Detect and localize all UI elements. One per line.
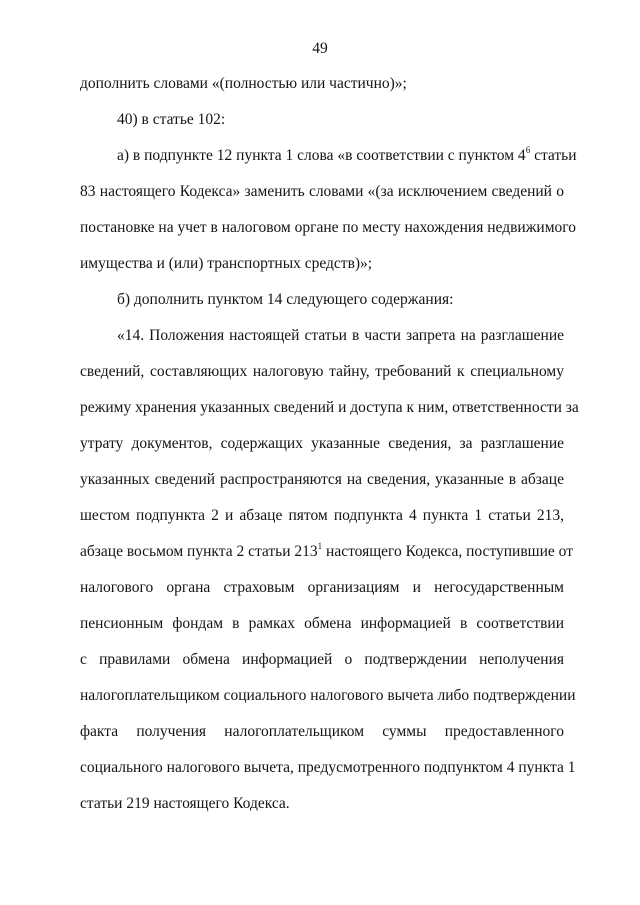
text-line: с правилами обмена информацией о подтверждении неполучения bbox=[80, 651, 564, 668]
page-number: 49 bbox=[312, 40, 328, 57]
text-line: дополнить словами «(полностью или частично)»; bbox=[80, 75, 407, 92]
text-line: социального налогового вычета, предусмотренного подпунктом 4 пункта 1 bbox=[80, 759, 576, 776]
text-line bbox=[80, 541, 573, 562]
text-line: факта получения налогоплательщиком суммы предоставленного bbox=[80, 723, 564, 740]
text-fragment: абзаце восьмом пункта 2 статьи 213 bbox=[80, 543, 318, 560]
text-fragment: а) в подпункте 12 пункта 1 слова «в соответствии с пунктом 4 bbox=[117, 147, 526, 164]
quoted-paragraph-first-line: «14. Положения настоящей статьи в части запрета на разглашение bbox=[117, 327, 564, 344]
text-line: сведений, составляющих налоговую тайну, требований к специальному bbox=[80, 363, 564, 380]
superscript: 6 bbox=[525, 145, 531, 155]
text-line: 83 настоящего Кодекса» заменить словами «(за исключением сведений о bbox=[80, 183, 564, 200]
text-line: утрату документов, содержащих указанные сведения, за разглашение bbox=[80, 435, 564, 452]
text-line: постановке на учет в налоговом органе по месту нахождения недвижимого bbox=[80, 219, 576, 236]
text-fragment: статьи bbox=[530, 147, 577, 164]
text-line: режиму хранения указанных сведений и доступа к ним, ответственности за bbox=[80, 399, 579, 416]
text-line: налогового органа страховым организациям и негосударственным bbox=[80, 579, 564, 596]
superscript: 1 bbox=[317, 541, 323, 551]
text-line: налогоплательщиком социального налогового вычета либо подтверждении bbox=[80, 687, 576, 704]
text-fragment: настоящего Кодекса, поступившие от bbox=[322, 543, 573, 560]
text-line: указанных сведений распространяются на сведения, указанные в абзаце bbox=[80, 471, 564, 488]
text-line: шестом подпункта 2 и абзаце пятом подпункта 4 пункта 1 статьи 213, bbox=[80, 507, 564, 524]
text-line: имущества и (или) транспортных средств)»; bbox=[80, 255, 373, 272]
subitem-a-first-line bbox=[117, 145, 577, 166]
list-item-40: 40) в статье 102: bbox=[117, 111, 226, 128]
text-line: пенсионным фондам в рамках обмена информацией в соответствии bbox=[80, 615, 564, 632]
text-line: статьи 219 настоящего Кодекса. bbox=[80, 795, 290, 812]
subitem-b: б) дополнить пунктом 14 следующего содержания: bbox=[117, 291, 454, 308]
